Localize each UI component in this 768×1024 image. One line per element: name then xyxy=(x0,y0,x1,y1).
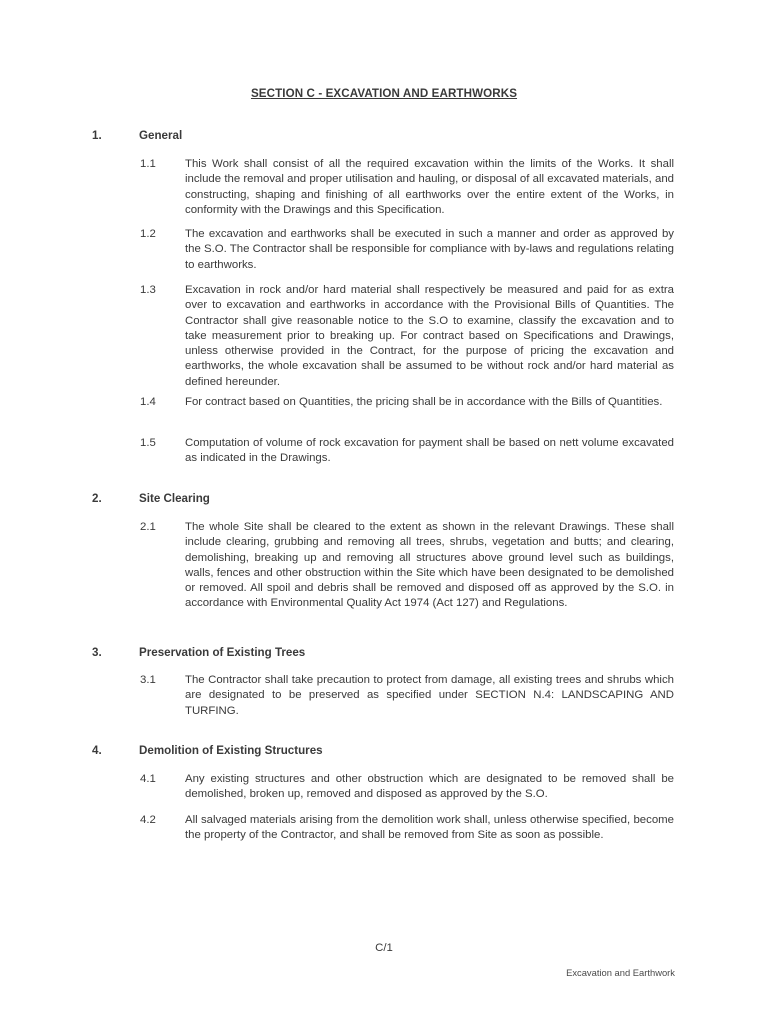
clause-number: 1.2 xyxy=(140,228,156,240)
section-title: Site Clearing xyxy=(139,492,210,505)
clause-number: 1.1 xyxy=(140,158,156,170)
clause-text: For contract based on Quantities, the pricing shall be in accordance with the Bills of Quantities. xyxy=(185,396,663,408)
section-number: 1. xyxy=(92,129,102,142)
page-footer: Excavation and Earthwork xyxy=(566,967,675,978)
clause-number: 1.4 xyxy=(140,396,156,408)
section-title: Preservation of Existing Trees xyxy=(139,646,306,659)
section-title: Demolition of Existing Structures xyxy=(139,744,323,757)
section-title: General xyxy=(139,129,183,142)
clause-number: 2.1 xyxy=(140,521,156,533)
section-number: 3. xyxy=(92,646,102,659)
clause-number: 1.5 xyxy=(140,437,156,449)
clause-text: Any existing structures and other obstruction which are designated to be removed shall be demolished, broken up, removed and disposed as approved by the S.O. xyxy=(185,773,674,801)
clause-text: All salvaged materials arising from the demolition work shall, unless otherwise specified, become the property of the Contractor, and shall be removed from Site as soon as possible. xyxy=(185,814,674,842)
section-number: 2. xyxy=(92,492,102,505)
page-title: SECTION C - EXCAVATION AND EARTHWORKS xyxy=(250,87,518,100)
clause-number: 3.1 xyxy=(140,674,156,686)
clause-text: The Contractor shall take precaution to protect from damage, all existing trees and shrubs which are designated to be preserved as specified under SECTION N.4: LANDSCAPING AND TURFING. xyxy=(185,674,674,717)
clause-text: Computation of volume of rock excavation for payment shall be based on nett volume excavated as indicated in the Drawings. xyxy=(185,437,674,465)
section-number: 4. xyxy=(92,744,102,757)
clause-number: 1.3 xyxy=(140,284,156,296)
page-number: C/1 xyxy=(375,942,393,954)
clause-number: 4.1 xyxy=(140,773,156,785)
clause-number: 4.2 xyxy=(140,814,156,826)
clause-text: The whole Site shall be cleared to the extent as shown in the relevant Drawings. These shall include clearing, grubbing and removing all trees, shrubs, vegetation and butts; and clearing, demolishing, breaking up and removing all structures above ground level such as buildings, walls, fences and other obstruction within the Site which have been designated to be demolished or removed. All spoil and debris shall be removed and disposed off as approved by the S.O. in accordance with Environmental Quality Act 1974 (Act 127) and Regulations. xyxy=(185,521,674,610)
clause-text: Excavation in rock and/or hard material shall respectively be measured and paid for as extra over to excavation and earthworks in accordance with the Provisional Bills of Quantities. The Contractor shall give reasonable notice to the S.O to examine, classify the excavation and to take measurement prior to breaking up. For contract based on Specifications and Drawings, unless otherwise provided in the Contract, for the purpose of pricing the excavation and earthworks, the whole excavation shall be assumed to be without rock and/or hard material as defined hereunder. xyxy=(185,284,674,388)
clause-text: The excavation and earthworks shall be executed in such a manner and order as approved by the S.O. The Contractor shall be responsible for compliance with by-laws and regulations relating to earthworks. xyxy=(185,228,674,271)
clause-text: This Work shall consist of all the required excavation within the limits of the Works. It shall include the removal and proper utilisation and hauling, or disposal of all excavated materials, and constructing, shaping and finishing of all earthworks over the entire extent of the Works, in conformity with the Drawings and this Specification. xyxy=(185,158,674,216)
